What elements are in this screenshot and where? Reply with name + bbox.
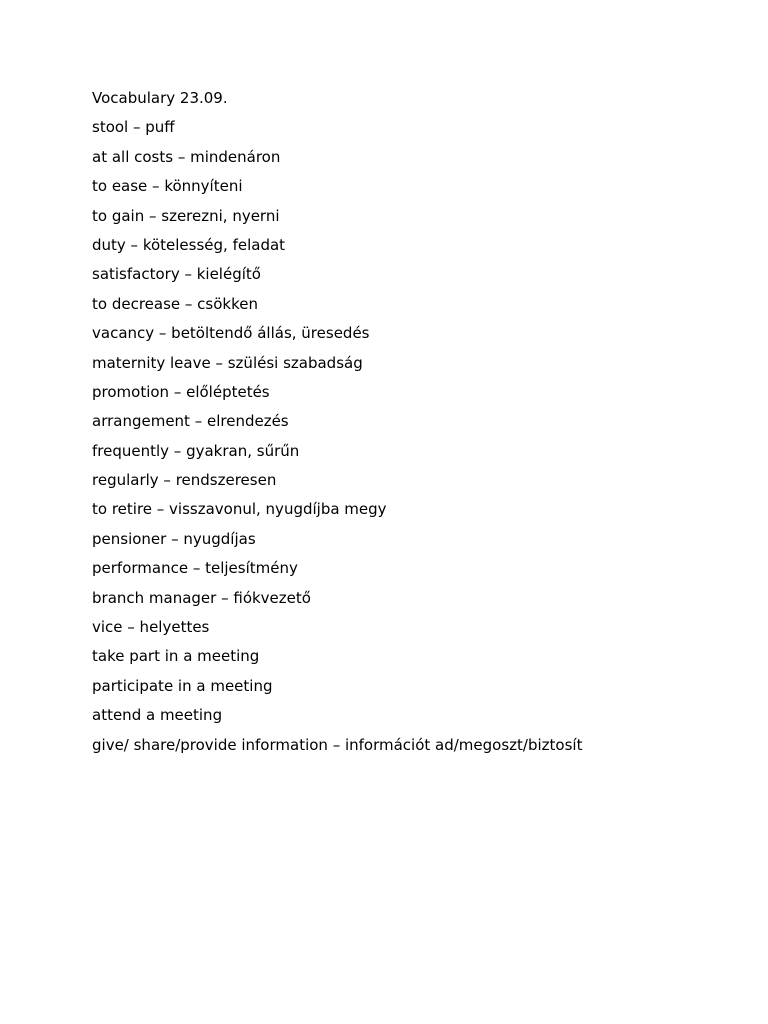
vocabulary-entry: arrangement – elrendezés — [92, 412, 289, 431]
vocabulary-entry: satisfactory – kielégítő — [92, 265, 261, 284]
vocabulary-entry: branch manager – fiókvezető — [92, 588, 311, 607]
vocabulary-entry: to decrease – csökken — [92, 294, 258, 313]
vocabulary-entry: frequently – gyakran, sűrűn — [92, 441, 300, 460]
vocabulary-entry: participate in a meeting — [92, 676, 273, 695]
vocabulary-entry: to ease – könnyíteni — [92, 177, 243, 196]
vocabulary-entry: take part in a meeting — [92, 647, 260, 666]
document-page — [92, 84, 732, 760]
vocabulary-entry: attend a meeting — [92, 706, 223, 725]
vocabulary-entry: maternity leave – szülési szabadság — [92, 353, 363, 372]
vocabulary-entry: vice – helyettes — [92, 618, 210, 637]
vocabulary-entry: duty – kötelesség, feladat — [92, 235, 286, 254]
vocabulary-entry: at all costs – mindenáron — [92, 147, 281, 166]
vocabulary-entry: vacancy – betöltendő állás, üresedés — [92, 324, 370, 343]
vocabulary-entry: promotion – előléptetés — [92, 382, 270, 401]
vocabulary-entry: pensioner – nyugdíjas — [92, 529, 256, 548]
vocabulary-entry: to retire – visszavonul, nyugdíjba megy — [92, 500, 387, 519]
vocabulary-entry: give/ share/provide information – információt ad/megoszt/biztosít — [92, 735, 583, 754]
vocabulary-list — [92, 113, 732, 760]
document-title: Vocabulary 23.09. — [92, 89, 228, 107]
vocabulary-entry: stool – puff — [92, 118, 175, 137]
vocabulary-entry: to gain – szerezni, nyerni — [92, 206, 280, 225]
vocabulary-entry: performance – teljesítmény — [92, 559, 298, 578]
vocabulary-entry: regularly – rendszeresen — [92, 471, 277, 490]
